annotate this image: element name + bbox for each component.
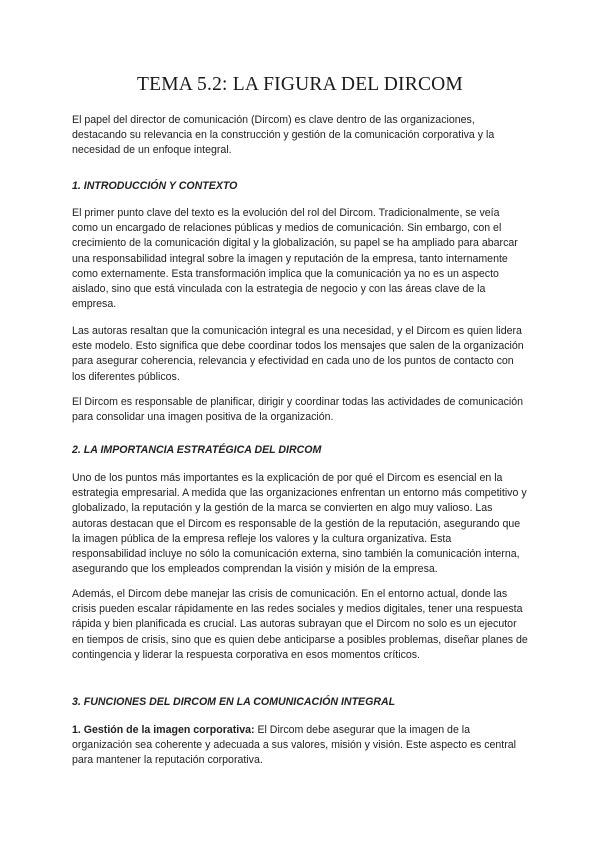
intro-paragraph: El papel del director de comunicación (Dircom) es clave dentro de las organizaciones, destacando su relevancia en la construcción y gestión de la comunicación corporativa y la necesidad de un enfoque integral. — [72, 114, 495, 157]
function-item-1-text: El Dircom debe asegurar que la imagen de la organización sea coherente y adecuada a sus valores, misión y visión. Este aspecto es central para mantener la reputación corporativa. — [72, 724, 517, 767]
section-1-paragraph-3: El Dircom es responsable de planificar, dirigir y coordinar todas las actividades de comunicación para consolidar una imagen positiva de la organización. — [72, 396, 524, 424]
section-1-paragraph-1: El primer punto clave del texto es la evolución del rol del Dircom. Tradicionalmente, se veía como un encargado de relaciones públicas y medios de comunicación. Sin embargo, con el crecimiento de la comunicación digital y la globalización, su papel se ha ampliado para abarcar una responsabilidad integral sobre la imagen y reputación de la empresa, tanto internamente como externamente. Esta transformación implica que la comunicación ya no es un aspecto aislado, sino que está vinculada con la estrategia de negocio y con las áreas clave de la empresa. — [72, 207, 518, 311]
section-1-paragraph-2: Las autoras resaltan que la comunicación integral es una necesidad, y el Dircom es quien lidera este modelo. Esto significa que debe coordinar todos los mensajes que salen de la organización para asegurar coherencia, relevancia y efectividad en cada uno de los puntos de contacto con los diferentes públicos. — [72, 325, 524, 383]
section-heading-importancia: 2. LA IMPORTANCIA ESTRATÉGICA DEL DIRCOM — [72, 444, 322, 456]
section-heading-introduccion: 1. INTRODUCCIÓN Y CONTEXTO — [72, 180, 238, 192]
document-title: TEMA 5.2: LA FIGURA DEL DIRCOM — [137, 74, 463, 95]
section-2-paragraph-1: Uno de los puntos más importantes es la explicación de por qué el Dircom es esencial en la estrategia empresarial. A medida que las organizaciones enfrentan un entorno más competitivo y globalizado, la reputación y la gestión de la marca se convierten en algo muy valioso. Las autoras destacan que el Dircom es responsable de la gestión de la reputación, asegurando que la imagen pública de la empresa refleje los valores y la cultura organizativa. Esta responsabilidad incluye no sólo la comunicación externa, sino también la comunicación interna, asegurando que los empleados comprendan la visión y misión de la empresa. — [72, 472, 527, 576]
section-heading-funciones: 3. FUNCIONES DEL DIRCOM EN LA COMUNICACIÓN INTEGRAL — [72, 696, 396, 708]
function-item-1 — [72, 723, 528, 769]
function-item-1-label: 1. Gestión de la imagen corporativa: — [72, 724, 255, 736]
section-2-paragraph-2: Además, el Dircom debe manejar las crisis de comunicación. En el entorno actual, donde las crisis pueden escalar rápidamente en las redes sociales y medios digitales, tener una respuesta rápida y bien planificada es crucial. Las autoras subrayan que el Dircom no solo es un ejecutor en tiempos de crisis, sino que es quien debe anticiparse a posibles problemas, diseñar planes de contingencia y liderar la respuesta corporativa en esos momentos críticos. — [72, 588, 528, 661]
